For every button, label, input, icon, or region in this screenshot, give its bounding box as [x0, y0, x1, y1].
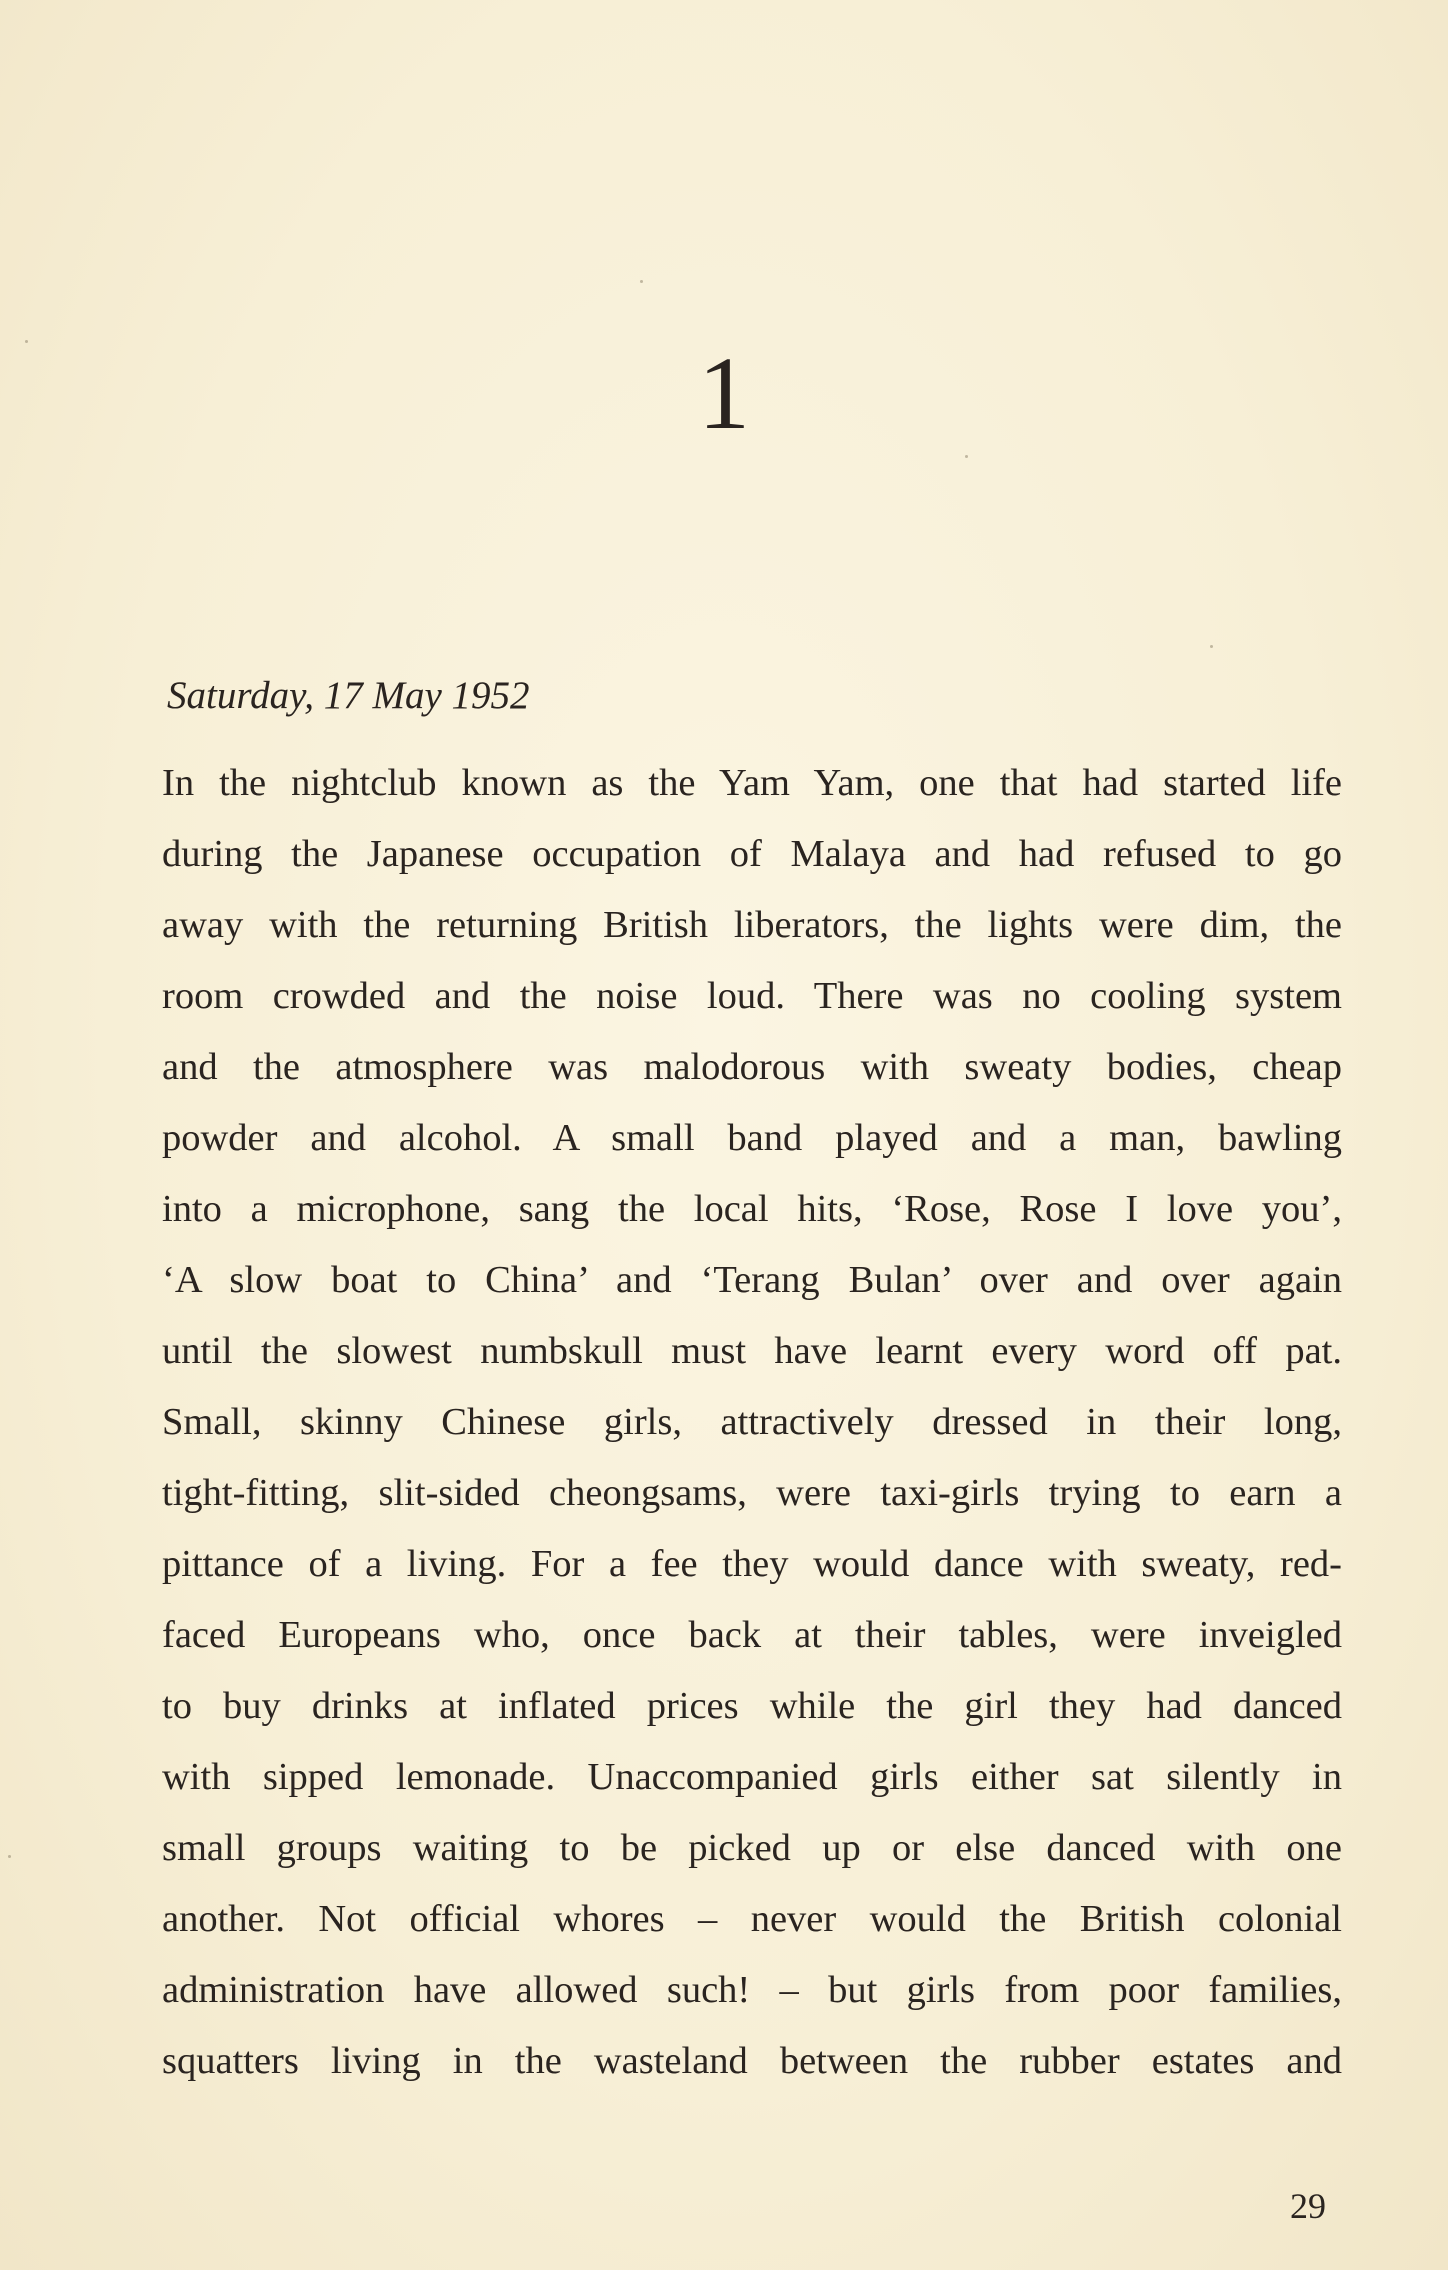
chapter-date: Saturday, 17 May 1952 [167, 674, 530, 717]
text-line: with sipped lemonade. Unaccompanied girls either sat silently in [162, 1756, 1342, 1798]
text-line: Small, skinny Chinese girls, attractively dressed in their long, [162, 1401, 1342, 1443]
text-line: room crowded and the noise loud. There was no cooling system [162, 975, 1342, 1017]
text-line: administration have allowed such! – but girls from poor families, [162, 1969, 1342, 2011]
paper-speck [965, 455, 968, 458]
text-line: and the atmosphere was malodorous with sweaty bodies, cheap [162, 1046, 1342, 1088]
text-line: another. Not official whores – never would the British colonial [162, 1898, 1342, 1940]
chapter-number: 1 [698, 336, 750, 451]
body-text [162, 748, 1342, 2097]
text-line: into a microphone, sang the local hits, ‘Rose, Rose I love you’, [162, 1188, 1342, 1230]
text-line: squatters living in the wasteland between the rubber estates and [162, 2040, 1342, 2082]
page-number: 29 [1290, 2186, 1326, 2226]
text-line: during the Japanese occupation of Malaya and had refused to go [162, 833, 1342, 875]
text-line: faced Europeans who, once back at their tables, were inveigled [162, 1614, 1342, 1656]
text-line: small groups waiting to be picked up or else danced with one [162, 1827, 1342, 1869]
paper-speck [8, 1855, 11, 1858]
text-line: ‘A slow boat to China’ and ‘Terang Bulan’ over and over again [162, 1259, 1342, 1301]
text-line: away with the returning British liberators, the lights were dim, the [162, 904, 1342, 946]
text-line: until the slowest numbskull must have learnt every word off pat. [162, 1330, 1342, 1372]
text-line: powder and alcohol. A small band played and a man, bawling [162, 1117, 1342, 1159]
text-line: to buy drinks at inflated prices while the girl they had danced [162, 1685, 1342, 1727]
text-line: tight-fitting, slit-sided cheongsams, were taxi-girls trying to earn a [162, 1472, 1342, 1514]
text-line: In the nightclub known as the Yam Yam, one that had started life [162, 762, 1342, 804]
paper-speck [640, 280, 643, 283]
text-line: pittance of a living. For a fee they would dance with sweaty, red- [162, 1543, 1342, 1585]
paper-speck [1210, 645, 1213, 648]
